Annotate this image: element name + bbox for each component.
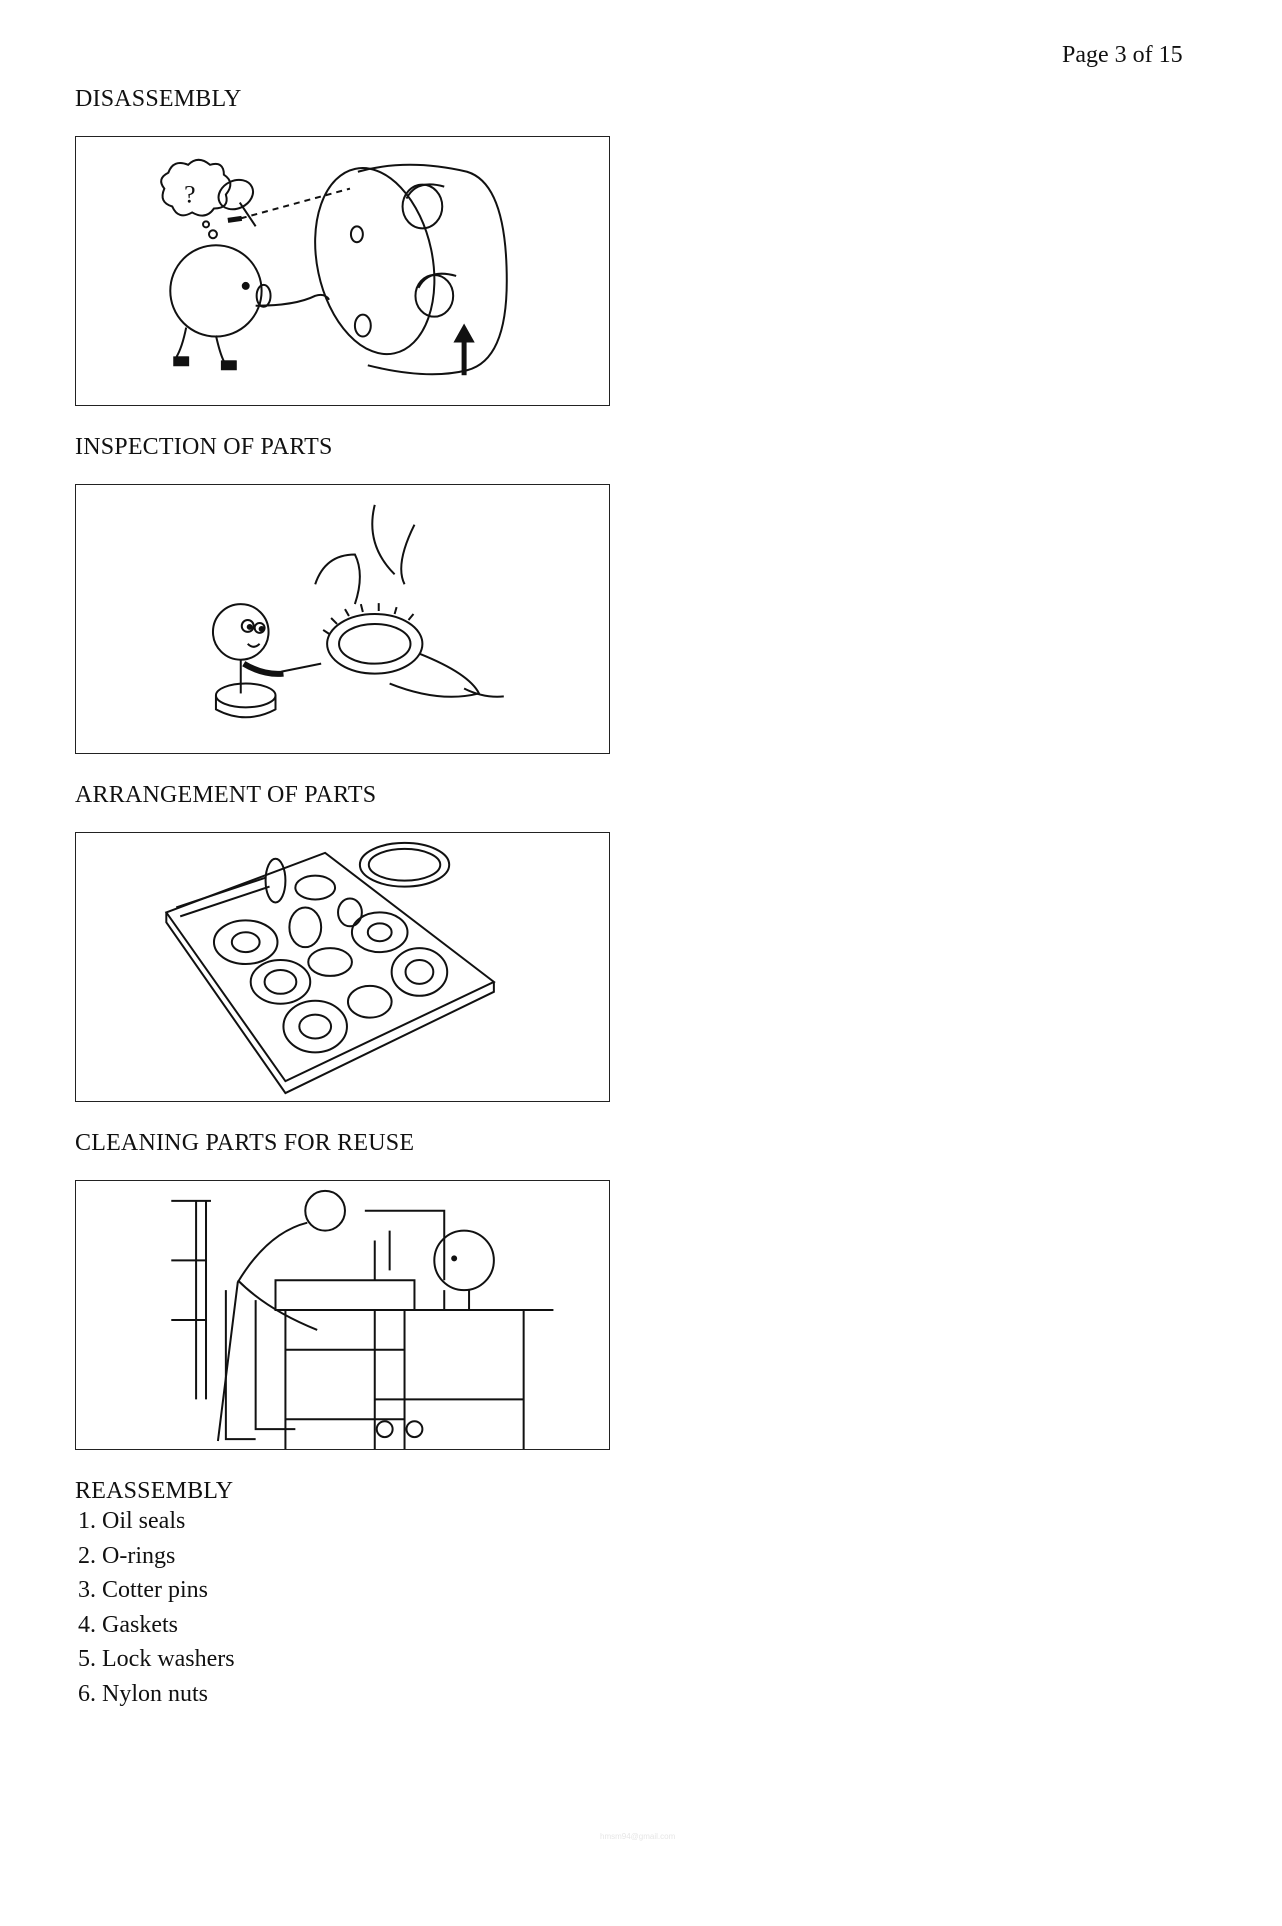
svg-text:?: ? <box>184 179 196 209</box>
reassembly-list <box>78 1508 235 1715</box>
heading-inspection: INSPECTION OF PARTS <box>75 434 333 460</box>
watermark: hmsm94@gmail.com <box>600 1832 676 1841</box>
figure-arrangement <box>75 832 610 1102</box>
list-item: 2. O-rings <box>78 1542 176 1569</box>
figure-disassembly <box>75 136 610 406</box>
heading-arrangement: ARRANGEMENT OF PARTS <box>75 782 377 808</box>
list-item: 3. Cotter pins <box>78 1577 208 1603</box>
list-item: 4. Gaskets <box>78 1611 178 1638</box>
list-item: 5. Lock washers <box>78 1646 235 1672</box>
figure-inspection <box>75 484 610 754</box>
list-item: 1. Oil seals <box>78 1508 186 1534</box>
list-item: 6. Nylon nuts <box>78 1680 209 1707</box>
figure-cleaning <box>75 1180 610 1450</box>
heading-disassembly: DISASSEMBLY <box>75 86 242 112</box>
heading-reassembly: REASSEMBLY <box>75 1478 234 1504</box>
heading-cleaning: CLEANING PARTS FOR REUSE <box>75 1130 415 1156</box>
page-number: Page 3 of 15 <box>1062 42 1183 68</box>
